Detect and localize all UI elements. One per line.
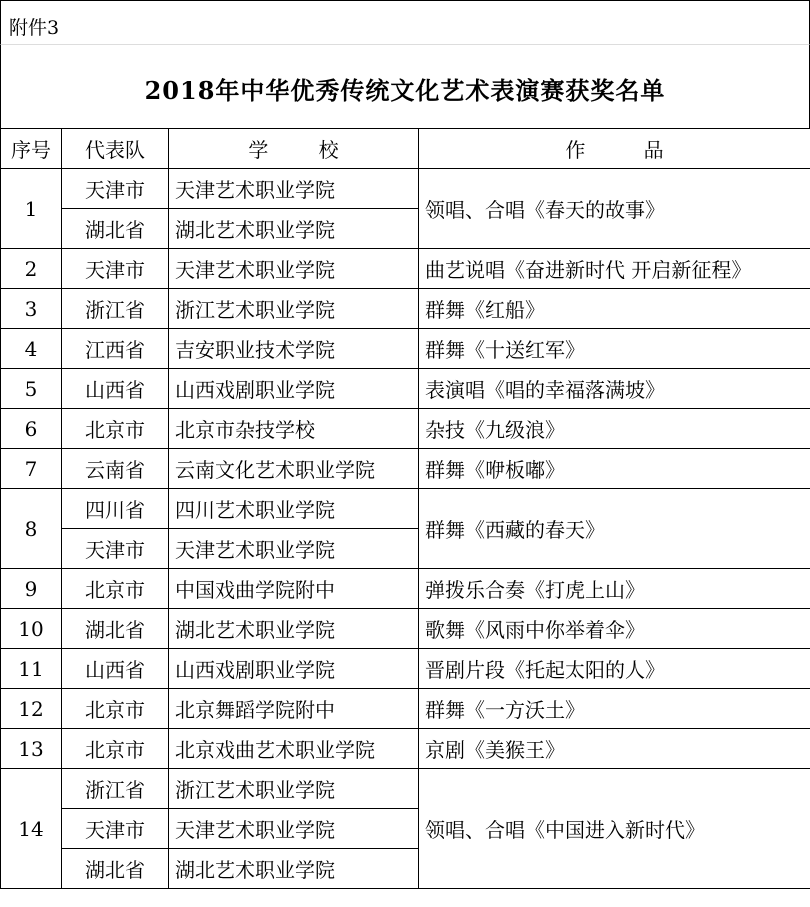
table-row — [1, 569, 810, 609]
awards-table — [0, 128, 810, 889]
row-index-cell[interactable]: 4 — [1, 329, 62, 369]
school-cell[interactable]: 山西戏剧职业学院 — [169, 369, 419, 409]
row-index-cell[interactable]: 6 — [1, 409, 62, 449]
table-row — [1, 489, 810, 529]
school-cell[interactable]: 北京舞蹈学院附中 — [169, 689, 419, 729]
table-row — [1, 409, 810, 449]
header-row — [1, 129, 810, 169]
table-body — [1, 169, 810, 889]
team-cell[interactable]: 北京市 — [62, 689, 169, 729]
work-cell[interactable]: 领唱、合唱《中国进入新时代》 — [419, 769, 810, 889]
work-cell[interactable]: 歌舞《风雨中你举着伞》 — [419, 609, 810, 649]
work-cell[interactable]: 领唱、合唱《春天的故事》 — [419, 169, 810, 249]
school-cell[interactable]: 天津艺术职业学院 — [169, 169, 419, 209]
school-cell[interactable]: 北京市杂技学校 — [169, 409, 419, 449]
work-cell[interactable]: 表演唱《唱的幸福落满坡》 — [419, 369, 810, 409]
work-cell[interactable]: 群舞《十送红军》 — [419, 329, 810, 369]
header-work[interactable]: 作 品 — [419, 129, 810, 169]
row-index-cell[interactable]: 8 — [1, 489, 62, 569]
school-cell[interactable]: 天津艺术职业学院 — [169, 249, 419, 289]
table-row — [1, 769, 810, 809]
team-cell[interactable]: 北京市 — [62, 409, 169, 449]
row-index-cell[interactable]: 12 — [1, 689, 62, 729]
table-row — [1, 649, 810, 689]
work-cell[interactable]: 群舞《红船》 — [419, 289, 810, 329]
school-cell[interactable]: 浙江艺术职业学院 — [169, 769, 419, 809]
row-index-cell[interactable]: 9 — [1, 569, 62, 609]
table-row — [1, 369, 810, 409]
attachment-cell[interactable] — [0, 0, 810, 45]
team-cell[interactable]: 山西省 — [62, 369, 169, 409]
work-cell[interactable]: 群舞《一方沃土》 — [419, 689, 810, 729]
table-row — [1, 249, 810, 289]
table-row — [1, 729, 810, 769]
school-cell[interactable]: 吉安职业技术学院 — [169, 329, 419, 369]
work-cell[interactable]: 群舞《西藏的春天》 — [419, 489, 810, 569]
team-cell[interactable]: 山西省 — [62, 649, 169, 689]
row-index-cell[interactable]: 13 — [1, 729, 62, 769]
header-school[interactable]: 学 校 — [169, 129, 419, 169]
team-cell[interactable]: 江西省 — [62, 329, 169, 369]
work-cell[interactable]: 京剧《美猴王》 — [419, 729, 810, 769]
team-cell[interactable]: 云南省 — [62, 449, 169, 489]
school-cell[interactable]: 天津艺术职业学院 — [169, 809, 419, 849]
team-cell[interactable]: 湖北省 — [62, 209, 169, 249]
table-row — [1, 609, 810, 649]
table-row — [1, 689, 810, 729]
header-index[interactable]: 序号 — [1, 129, 62, 169]
row-index-cell[interactable]: 14 — [1, 769, 62, 889]
title-cell[interactable] — [0, 44, 810, 129]
school-cell[interactable]: 中国戏曲学院附中 — [169, 569, 419, 609]
team-cell[interactable]: 天津市 — [62, 809, 169, 849]
row-index-cell[interactable]: 11 — [1, 649, 62, 689]
attachment-label: 附件3 — [9, 17, 60, 39]
table-row — [1, 169, 810, 209]
school-cell[interactable]: 湖北艺术职业学院 — [169, 849, 419, 889]
table-row — [1, 289, 810, 329]
work-cell[interactable]: 群舞《咿板嘟》 — [419, 449, 810, 489]
team-cell[interactable]: 浙江省 — [62, 289, 169, 329]
team-cell[interactable]: 浙江省 — [62, 769, 169, 809]
school-cell[interactable]: 山西戏剧职业学院 — [169, 649, 419, 689]
header-team[interactable]: 代表队 — [62, 129, 169, 169]
school-cell[interactable]: 云南文化艺术职业学院 — [169, 449, 419, 489]
work-cell[interactable]: 弹拨乐合奏《打虎上山》 — [419, 569, 810, 609]
school-cell[interactable]: 湖北艺术职业学院 — [169, 209, 419, 249]
row-index-cell[interactable]: 1 — [1, 169, 62, 249]
team-cell[interactable]: 天津市 — [62, 249, 169, 289]
work-cell[interactable]: 杂技《九级浪》 — [419, 409, 810, 449]
team-cell[interactable]: 天津市 — [62, 529, 169, 569]
table-row — [1, 329, 810, 369]
work-cell[interactable]: 曲艺说唱《奋进新时代 开启新征程》 — [419, 249, 810, 289]
team-cell[interactable]: 湖北省 — [62, 849, 169, 889]
school-cell[interactable]: 北京戏曲艺术职业学院 — [169, 729, 419, 769]
work-cell[interactable]: 晋剧片段《托起太阳的人》 — [419, 649, 810, 689]
row-index-cell[interactable]: 10 — [1, 609, 62, 649]
team-cell[interactable]: 天津市 — [62, 169, 169, 209]
team-cell[interactable]: 北京市 — [62, 729, 169, 769]
row-index-cell[interactable]: 3 — [1, 289, 62, 329]
team-cell[interactable]: 四川省 — [62, 489, 169, 529]
school-cell[interactable]: 四川艺术职业学院 — [169, 489, 419, 529]
school-cell[interactable]: 湖北艺术职业学院 — [169, 609, 419, 649]
page-title: 2018年中华优秀传统文化艺术表演赛获奖名单 — [144, 76, 666, 105]
school-cell[interactable]: 浙江艺术职业学院 — [169, 289, 419, 329]
school-cell[interactable]: 天津艺术职业学院 — [169, 529, 419, 569]
team-cell[interactable]: 北京市 — [62, 569, 169, 609]
row-index-cell[interactable]: 7 — [1, 449, 62, 489]
row-index-cell[interactable]: 2 — [1, 249, 62, 289]
team-cell[interactable]: 湖北省 — [62, 609, 169, 649]
table-row — [1, 449, 810, 489]
row-index-cell[interactable]: 5 — [1, 369, 62, 409]
